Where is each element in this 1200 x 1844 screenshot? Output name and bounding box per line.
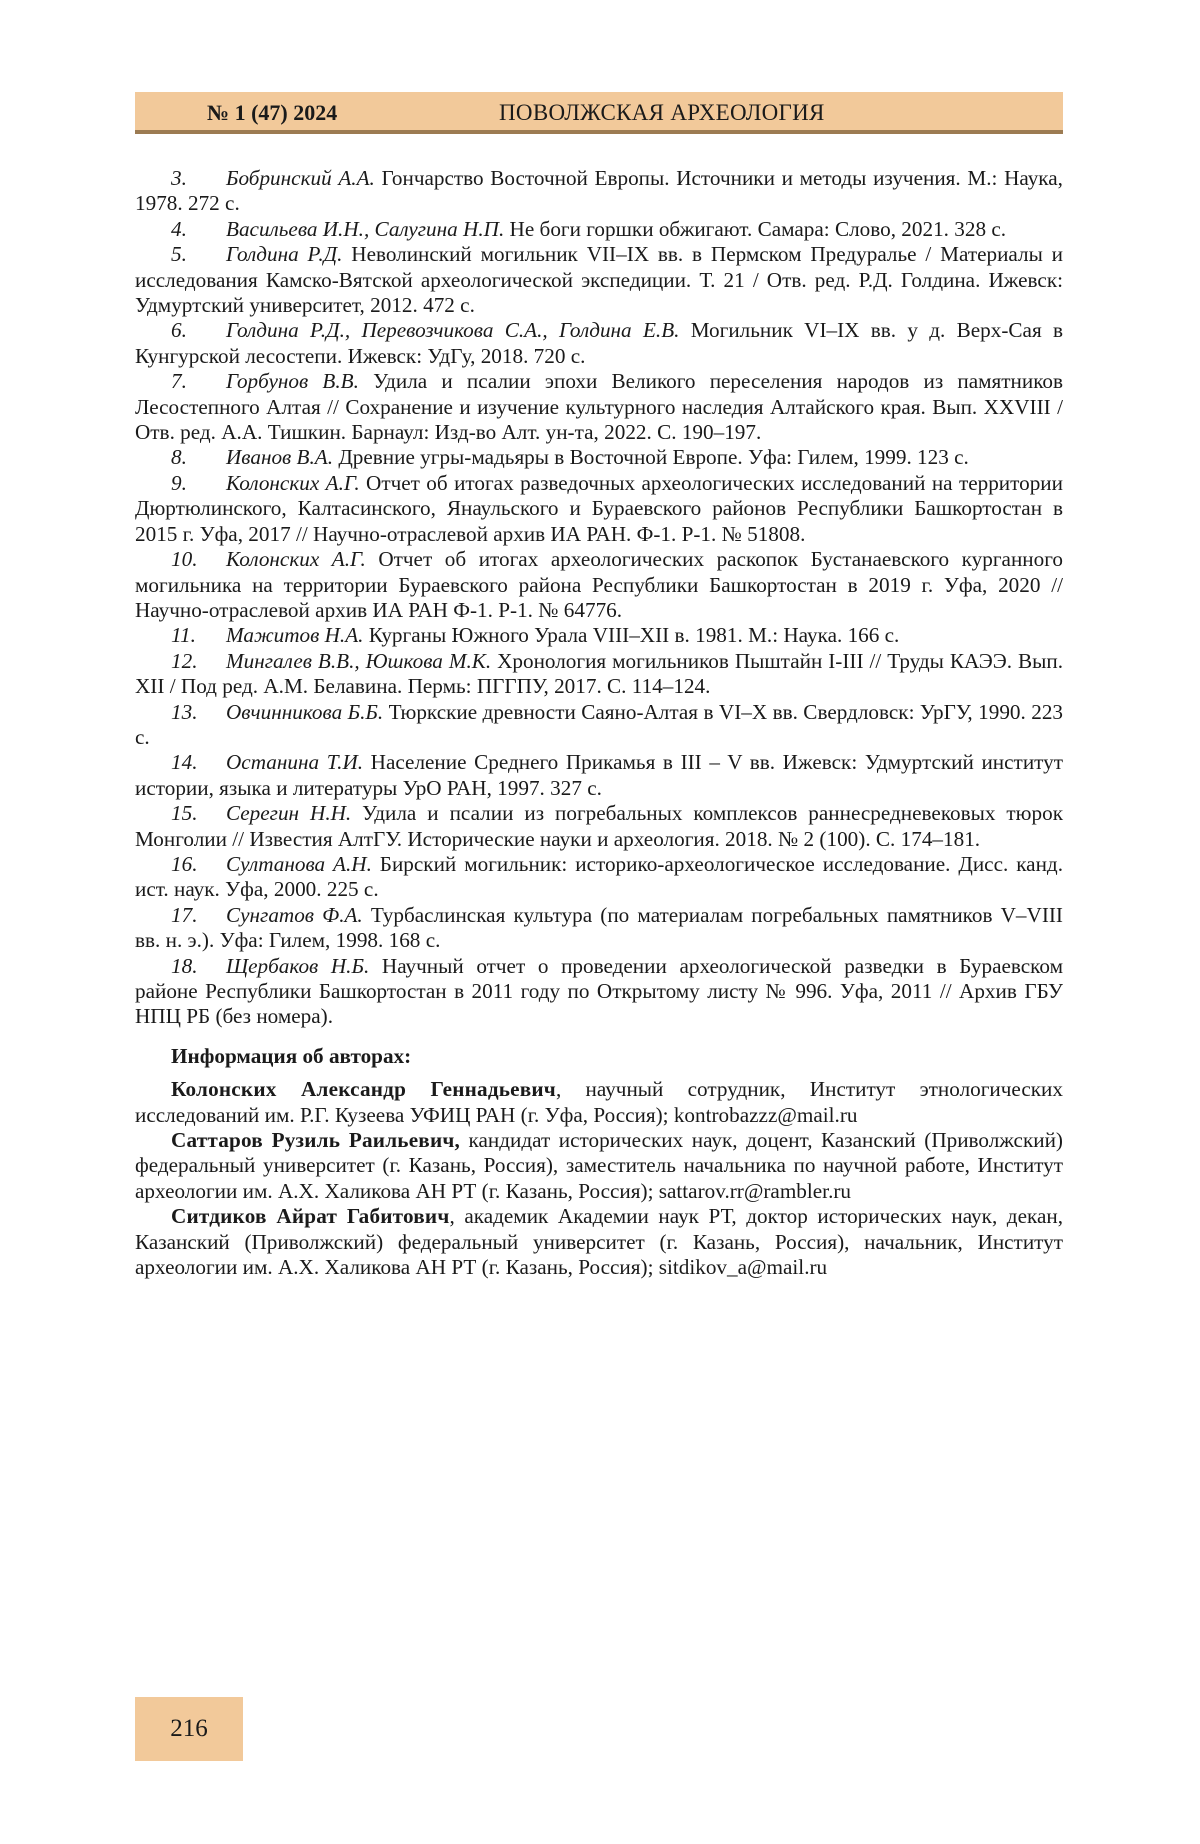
- reference-number: 16.: [171, 851, 198, 876]
- reference-item: [135, 445, 1063, 470]
- reference-authors: Бобринский А.А.: [226, 166, 375, 190]
- reference-text: Тюркские древности Саяно-Алтая в VI–X вв. Свердловск: УрГУ, 1990. 223 с.: [135, 699, 1064, 749]
- reference-authors: Мажитов Н.А.: [226, 623, 364, 648]
- reference-authors: Сунгатов Ф.А.: [226, 902, 363, 927]
- reference-item: [135, 166, 1063, 217]
- reference-text: Бирский могильник: историко-археологическое исследование. Дисс. канд. ист. наук. Уфа, 2000. 225 с.: [135, 851, 1063, 902]
- reference-number: 15.: [171, 801, 198, 826]
- page-content: [135, 166, 1063, 1280]
- reference-text: Древние угры-мадьяры в Восточной Европе. Уфа: Гилем, 1999. 123 с.: [333, 445, 969, 470]
- reference-number: 14.: [171, 750, 198, 775]
- reference-number: 17.: [171, 902, 198, 927]
- reference-item: [135, 903, 1063, 954]
- reference-number: 11.: [171, 623, 196, 648]
- running-header: [135, 92, 1063, 134]
- reference-list: [135, 166, 1063, 1030]
- reference-text: Неволинский могильник VII–IX вв. в Пермском Предуралье / Материалы и исследования Камско-Вятской археологической экспедиции. Т. 21 / Отв. ред. Р.Д. Голдина. Ижевск: Удмуртский университет, 2012. 472 с.: [135, 242, 1063, 318]
- author-entry: [135, 1128, 1063, 1204]
- reference-item: [135, 649, 1063, 700]
- reference-item: [135, 547, 1063, 623]
- reference-number: 5.: [171, 242, 187, 267]
- reference-authors: Васильева И.Н., Салугина Н.П.: [226, 216, 505, 241]
- reference-number: 12.: [171, 648, 198, 673]
- reference-item: [135, 369, 1063, 445]
- reference-item: [135, 471, 1063, 547]
- authors-info-list: [135, 1077, 1063, 1280]
- author-entry: [135, 1077, 1063, 1128]
- reference-number: 9.: [171, 470, 187, 495]
- author-details: , научный сотрудник, Институт этнологических исследований им. Р.Г. Кузеева УФИЦ РАН (г. Уфа, Россия); kontrobazzz@mail.ru: [135, 1077, 1063, 1127]
- reference-text: Могильник VI–IX вв. у д. Верх-Сая в Кунгурской лесостепи. Ижевск: УдГу, 2018. 720 с.: [135, 318, 1063, 368]
- reference-item: [135, 954, 1063, 1030]
- reference-number: 18.: [171, 953, 198, 978]
- reference-text: Население Среднего Прикамья в III – V вв. Ижевск: Удмуртский институт истории, языка и литературы УрО РАН, 1997. 327 с.: [135, 750, 1063, 800]
- reference-text: Отчет об итогах археологических раскопок Бустанаевского курганного могильника на территории Бураевского района Республики Башкортостан в 2019 г. Уфа, 2020 // Научно-отраслевой архив ИА РАН Ф-1. Р-1. № 64776.: [135, 547, 1063, 622]
- reference-authors: Колонских А.Г.: [226, 547, 366, 572]
- issue-number: № 1 (47) 2024: [207, 100, 338, 125]
- author-name: Саттаров Рузиль Раильевич,: [171, 1128, 461, 1153]
- reference-item: [135, 318, 1063, 369]
- reference-text: Гончарство Восточной Европы. Источники и методы изучения. М.: Наука, 1978. 272 с.: [135, 166, 1063, 216]
- reference-number: 13.: [171, 699, 198, 724]
- reference-item: [135, 700, 1063, 751]
- reference-authors: Иванов В.А.: [226, 445, 334, 470]
- reference-text: Удила и псалии из погребальных комплексов раннесредневековых тюрок Монголии // Известия АлтГУ. Исторические науки и археология. 2018. № 2 (100). С. 174–181.: [135, 801, 1063, 851]
- reference-text: Не боги горшки обжигают. Самара: Слово, 2021. 328 с.: [504, 216, 1007, 241]
- reference-item: [135, 217, 1063, 242]
- reference-text: Отчет об итогах разведочных археологических исследований на территории Дюртюлинского, Калтасинского, Янаульского и Бураевского районов Республики Башкортостан в 2015 г. Уфа, 2017 // Научно-отраслевой архив ИА РАН. Ф-1. Р-1. № 51808.: [135, 470, 1063, 546]
- reference-number: 4.: [171, 216, 187, 241]
- reference-item: [135, 852, 1063, 903]
- page-number: 216: [135, 1697, 243, 1761]
- reference-authors: Голдина Р.Д., Перевозчикова С.А., Голдина Е.В.: [226, 318, 680, 343]
- reference-text: Турбаслинская культура (по материалам погребальных памятников V–VIII вв. н. э.). Уфа: Гилем, 1998. 168 с.: [135, 902, 1063, 953]
- author-name: Колонских Александр Геннадьевич: [171, 1077, 556, 1102]
- reference-number: 8.: [171, 445, 187, 470]
- reference-number: 3.: [171, 166, 187, 190]
- journal-title: ПОВОЛЖСКАЯ АРХЕОЛОГИЯ: [499, 100, 825, 125]
- reference-authors: Останина Т.И.: [226, 750, 364, 775]
- author-details: , академик Академии наук РТ, доктор исторических наук, декан, Казанский (Приволжский) федеральный университет (г. Казань, Россия), начальник, Институт археологии им. А.Х. Халикова АН РТ (г. Казань, Россия); sitdikov_a@mail.ru: [135, 1204, 1064, 1280]
- reference-authors: Султанова А.Н.: [226, 851, 372, 876]
- reference-authors: Щербаков Н.Б.: [226, 953, 370, 978]
- author-name: Ситдиков Айрат Габитович: [171, 1204, 450, 1229]
- reference-authors: Колонских А.Г.: [226, 470, 360, 495]
- reference-number: 6.: [171, 318, 187, 343]
- reference-number: 10.: [171, 547, 198, 572]
- author-entry: [135, 1204, 1063, 1280]
- reference-authors: Овчинникова Б.Б.: [226, 699, 384, 724]
- reference-number: 7.: [171, 369, 187, 394]
- reference-authors: Мингалев В.В., Юшкова М.К.: [226, 648, 492, 673]
- reference-item: [135, 623, 1063, 648]
- reference-text: Удила и псалии эпохи Великого переселения народов из памятников Лесостепного Алтая // Сохранение и изучение культурного наследия Алтайского края. Вып. XXVIII / Отв. ред. А.А. Тишкин. Барнаул: Изд-во Алт. ун-та, 2022. С. 190–197.: [135, 369, 1064, 445]
- authors-info-title: Информация об авторах:: [171, 1043, 412, 1068]
- reference-authors: Голдина Р.Д.: [226, 242, 343, 267]
- reference-item: [135, 801, 1063, 852]
- reference-item: [135, 242, 1063, 318]
- author-details: кандидат исторических наук, доцент, Казанский (Приволжский) федеральный университет (г. Казань, Россия), заместитель начальника по научной работе, Институт археологии им. А.Х. Халикова АН РТ (г. Казань, Россия); sattarov.rr@rambler.ru: [135, 1128, 1063, 1203]
- reference-text: Хронология могильников Пыштайн I-III // Труды КАЭЭ. Вып. XII / Под ред. А.М. Белавина. Пермь: ПГГПУ, 2017. С. 114–124.: [135, 648, 1063, 699]
- reference-item: [135, 750, 1063, 801]
- reference-authors: Горбунов В.В.: [226, 369, 359, 394]
- reference-text: Научный отчет о проведении археологической разведки в Бураевском районе Республики Башкортостан в 2011 году по Открытому листу № 996. Уфа, 2011 // Архив ГБУ НПЦ РБ (без номера).: [135, 953, 1063, 1029]
- reference-authors: Серегин Н.Н.: [226, 801, 352, 826]
- reference-text: Курганы Южного Урала VIII–XII в. 1981. М.: Наука. 166 с.: [363, 623, 900, 648]
